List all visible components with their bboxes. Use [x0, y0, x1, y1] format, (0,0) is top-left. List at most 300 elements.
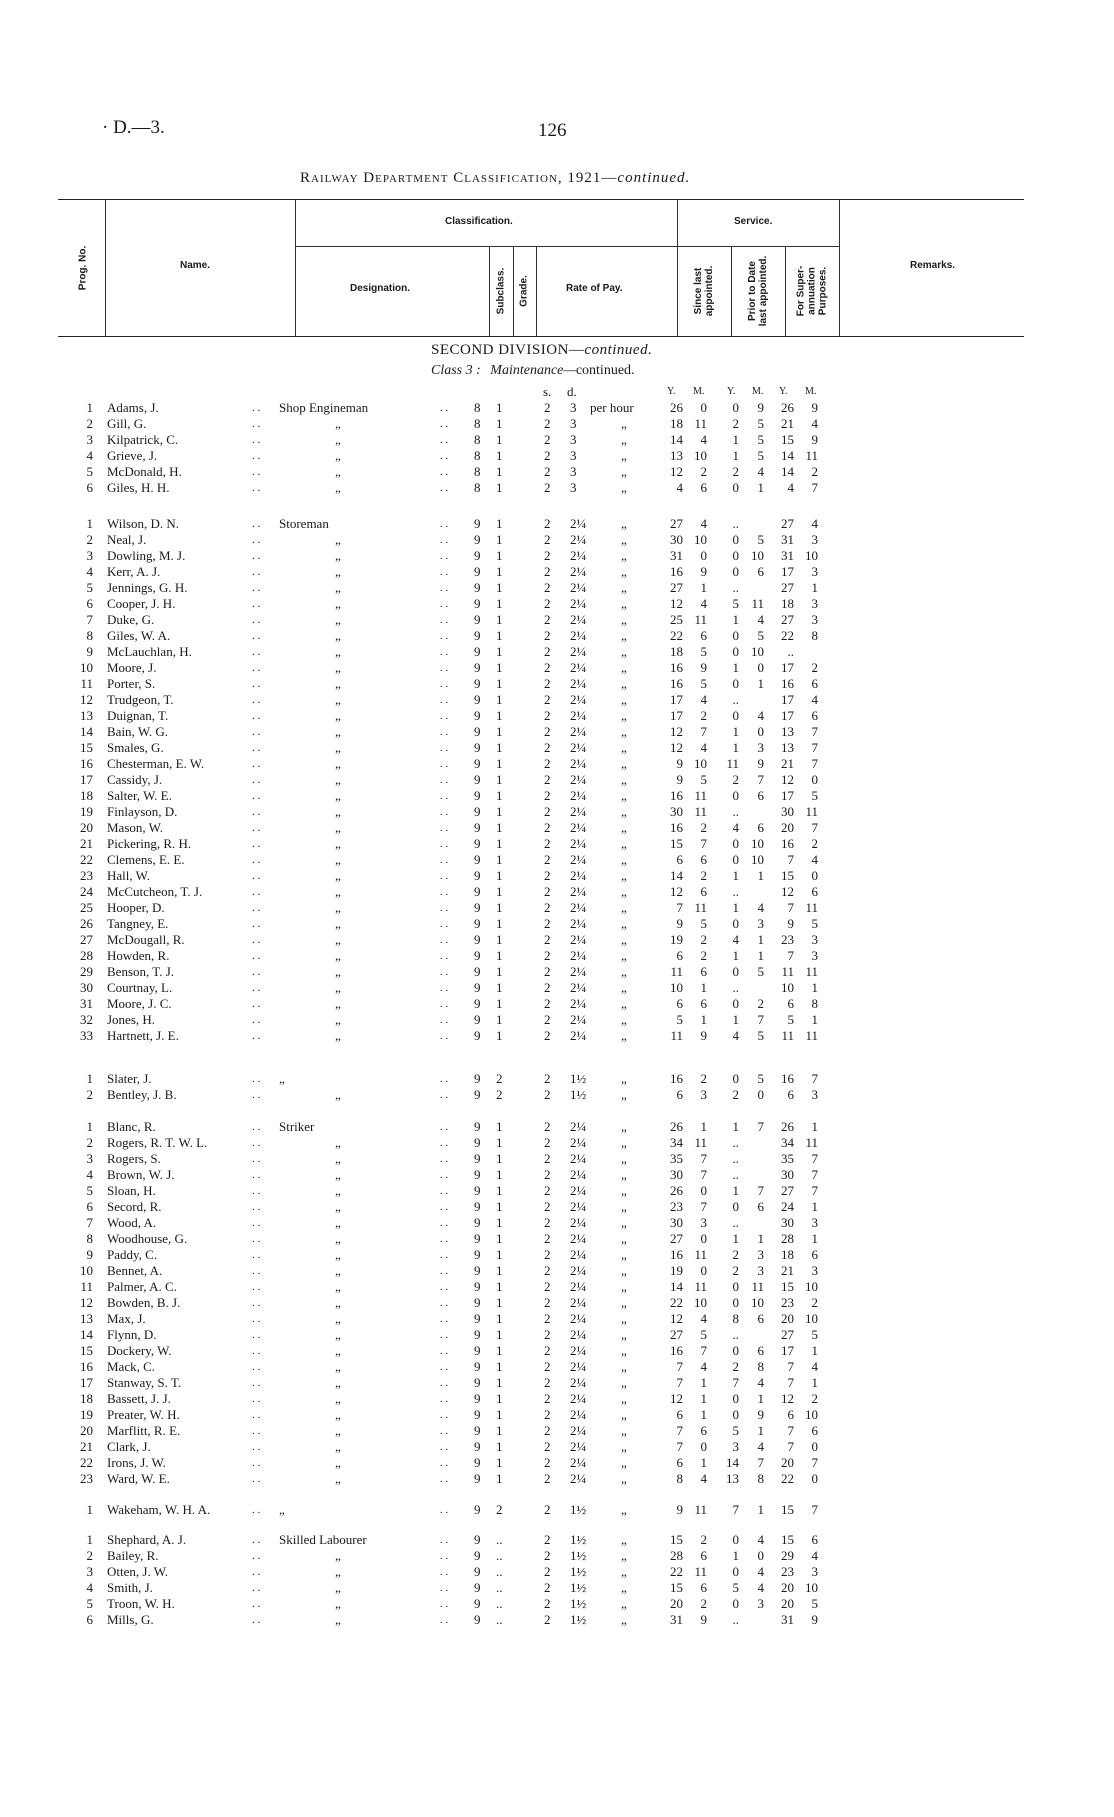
since-months: 2 [700, 820, 707, 835]
leader-dots: . . [252, 1345, 261, 1357]
leader-dots: . . [252, 1297, 261, 1309]
since-months: 4 [700, 1471, 707, 1486]
super-years: 7 [787, 1375, 794, 1390]
designation-ditto: „ [335, 1596, 341, 1611]
leader-dots: . . [252, 758, 261, 770]
since-years: 9 [676, 1502, 683, 1517]
super-months: 2 [811, 836, 818, 851]
subclass: 9 [474, 1471, 481, 1486]
prog-no: 6 [86, 596, 93, 611]
unit-y2: Y. [727, 386, 736, 397]
prog-no: 19 [80, 804, 93, 819]
super-months: 3 [811, 948, 818, 963]
pay-pence: 2¼ [570, 708, 587, 723]
prior-months: 9 [757, 400, 764, 415]
designation-ditto: „ [335, 580, 341, 595]
designation-ditto: „ [335, 996, 341, 1011]
prog-no: 5 [86, 580, 93, 595]
prior-years: 5 [732, 1580, 739, 1595]
prior-years: 0 [732, 1343, 739, 1358]
since-months: 9 [700, 660, 707, 675]
designation-ditto: „ [335, 1580, 341, 1595]
pay-unit-ditto: „ [621, 464, 627, 479]
prior-years: 0 [732, 788, 739, 803]
leader-dots: . . [252, 1582, 261, 1594]
leader-dots: . . [440, 1137, 449, 1149]
leader-dots: . . [252, 1393, 261, 1405]
staff-name: Bentley, J. B. [107, 1087, 177, 1102]
super-months: 6 [811, 1423, 818, 1438]
pay-shillings: 2 [544, 1359, 551, 1374]
prior-months: 1 [757, 1423, 764, 1438]
pay-shillings: 2 [544, 804, 551, 819]
since-years: 30 [670, 1215, 683, 1230]
leader-dots: . . [252, 1185, 261, 1197]
table-row [0, 692, 1114, 708]
grade: 1 [496, 692, 503, 707]
grade: 1 [496, 756, 503, 771]
pay-shillings: 2 [544, 1119, 551, 1134]
staff-name: Porter, S. [107, 676, 156, 691]
since-years: 7 [676, 900, 683, 915]
pay-pence: 1½ [570, 1564, 587, 1579]
leader-dots: . . [440, 1457, 449, 1469]
since-years: 12 [670, 464, 683, 479]
leader-dots: . . [440, 1233, 449, 1245]
grade: 1 [496, 836, 503, 851]
grade: 1 [496, 900, 503, 915]
table-row [0, 416, 1114, 432]
pay-pence: 3 [570, 416, 577, 431]
staff-name: Marflitt, R. E. [107, 1423, 181, 1438]
super-years: 21 [781, 756, 794, 771]
since-months: 5 [700, 772, 707, 787]
since-months: 2 [700, 708, 707, 723]
pay-pence: 2¼ [570, 1199, 587, 1214]
pay-shillings: 2 [544, 548, 551, 563]
pay-pence: 2¼ [570, 1151, 587, 1166]
designation-ditto: „ [335, 1231, 341, 1246]
leader-dots: . . [252, 418, 261, 430]
prog-no: 20 [80, 1423, 93, 1438]
subclass: 9 [474, 884, 481, 899]
super-months: 1 [811, 1199, 818, 1214]
leader-dots: . . [252, 774, 261, 786]
table-row [0, 740, 1114, 756]
super-years: 16 [781, 1071, 794, 1086]
leader-dots: . . [440, 1345, 449, 1357]
prior-years: .. [732, 516, 739, 531]
pay-pence: 2¼ [570, 1012, 587, 1027]
since-years: 17 [670, 692, 683, 707]
since-years: 23 [670, 1199, 683, 1214]
staff-name: Bowden, B. J. [107, 1295, 181, 1310]
leader-dots: . . [252, 1030, 261, 1042]
subclass: 9 [474, 1343, 481, 1358]
since-years: 6 [676, 1455, 683, 1470]
leader-dots: . . [440, 1201, 449, 1213]
super-months: 0 [811, 1439, 818, 1454]
staff-name: Mason, W. [107, 820, 163, 835]
pay-shillings: 2 [544, 532, 551, 547]
grade: 1 [496, 1471, 503, 1486]
super-years: 12 [781, 884, 794, 899]
leader-dots: . . [252, 466, 261, 478]
prior-months: 10 [751, 1295, 764, 1310]
since-years: 12 [670, 596, 683, 611]
header-classification: Classification. [445, 216, 513, 227]
pay-pence: 2¼ [570, 1215, 587, 1230]
super-years: 16 [781, 836, 794, 851]
super-years: 23 [781, 1564, 794, 1579]
super-months: 3 [811, 532, 818, 547]
pay-pence: 2¼ [570, 1471, 587, 1486]
prog-no: 11 [80, 1279, 93, 1294]
pay-shillings: 2 [544, 1532, 551, 1547]
super-months: 1 [811, 1231, 818, 1246]
since-months: 11 [694, 1247, 707, 1262]
pay-unit-ditto: „ [621, 884, 627, 899]
pay-unit-ditto: „ [621, 1407, 627, 1422]
leader-dots: . . [440, 870, 449, 882]
subclass: 9 [474, 564, 481, 579]
grade: 1 [496, 532, 503, 547]
pay-shillings: 2 [544, 480, 551, 495]
pay-pence: 2¼ [570, 564, 587, 579]
prior-years: 0 [732, 1071, 739, 1086]
designation-ditto: „ [335, 1295, 341, 1310]
pay-unit-ditto: „ [621, 996, 627, 1011]
prog-no: 23 [80, 1471, 93, 1486]
prior-months: 6 [757, 564, 764, 579]
leader-dots: . . [252, 534, 261, 546]
super-years: 7 [787, 948, 794, 963]
super-years: 26 [781, 1119, 794, 1134]
leader-dots: . . [440, 1329, 449, 1341]
grade: 1 [496, 1375, 503, 1390]
pay-shillings: 2 [544, 1199, 551, 1214]
super-months: 1 [811, 1343, 818, 1358]
super-years: 10 [781, 980, 794, 995]
leader-dots: . . [440, 518, 449, 530]
designation-ditto: „ [335, 708, 341, 723]
prior-years: 0 [732, 1295, 739, 1310]
designation-ditto: „ [335, 480, 341, 495]
pay-shillings: 2 [544, 996, 551, 1011]
designation: „ [279, 1071, 285, 1086]
leader-dots: . . [252, 870, 261, 882]
staff-name: Howden, R. [107, 948, 170, 963]
pay-shillings: 2 [544, 1612, 551, 1627]
pay-pence: 3 [570, 400, 577, 415]
prior-months: 7 [757, 772, 764, 787]
prior-years: 0 [732, 628, 739, 643]
pay-unit-ditto: „ [621, 724, 627, 739]
pay-unit-ditto: „ [621, 964, 627, 979]
table-row [0, 1028, 1114, 1044]
prog-no: 4 [86, 1580, 93, 1595]
leader-dots: . . [252, 1504, 261, 1516]
designation-ditto: „ [335, 464, 341, 479]
staff-name: Gill, G. [107, 416, 147, 431]
table-row [0, 756, 1114, 772]
super-months: 3 [811, 596, 818, 611]
grade: 1 [496, 884, 503, 899]
prog-no: 3 [86, 1151, 93, 1166]
leader-dots: . . [252, 1614, 261, 1626]
since-years: 27 [670, 1327, 683, 1342]
super-months: 1 [811, 1375, 818, 1390]
designation-ditto: „ [335, 1311, 341, 1326]
grade: 1 [496, 580, 503, 595]
since-months: 2 [700, 1532, 707, 1547]
since-years: 7 [676, 1423, 683, 1438]
prog-no: 4 [86, 1167, 93, 1182]
prior-months: 4 [757, 612, 764, 627]
pay-unit-ditto: „ [621, 740, 627, 755]
super-years: 12 [781, 772, 794, 787]
super-months: 10 [805, 548, 818, 563]
designation-ditto: „ [335, 660, 341, 675]
prior-years: 2 [732, 1247, 739, 1262]
super-months: 5 [811, 788, 818, 803]
leader-dots: . . [440, 998, 449, 1010]
leader-dots: . . [440, 742, 449, 754]
prior-months: 1 [757, 1391, 764, 1406]
table-row [0, 932, 1114, 948]
since-years: 35 [670, 1151, 683, 1166]
since-months: 10 [694, 448, 707, 463]
subclass: 9 [474, 692, 481, 707]
pay-shillings: 2 [544, 1183, 551, 1198]
table-row [0, 1151, 1114, 1167]
staff-name: Benson, T. J. [107, 964, 175, 979]
designation-ditto: „ [335, 1612, 341, 1627]
prog-no: 7 [86, 1215, 93, 1230]
pay-unit-ditto: „ [621, 1596, 627, 1611]
table-row [0, 400, 1114, 416]
designation-ditto: „ [335, 788, 341, 803]
leader-dots: . . [440, 1297, 449, 1309]
pay-shillings: 2 [544, 884, 551, 899]
subclass: 9 [474, 1087, 481, 1102]
pay-unit-ditto: „ [621, 1423, 627, 1438]
since-months: 2 [700, 1071, 707, 1086]
grade: 1 [496, 1151, 503, 1166]
grade: 1 [496, 1359, 503, 1374]
designation-ditto: „ [335, 1279, 341, 1294]
subclass: 9 [474, 1612, 481, 1627]
leader-dots: . . [252, 434, 261, 446]
subclass: 8 [474, 448, 481, 463]
prior-years: .. [732, 1327, 739, 1342]
pay-shillings: 2 [544, 756, 551, 771]
pay-pence: 2¼ [570, 964, 587, 979]
prior-years: .. [732, 1612, 739, 1627]
designation-ditto: „ [335, 564, 341, 579]
prior-years: 0 [732, 1391, 739, 1406]
grade: .. [496, 1548, 503, 1563]
designation-ditto: „ [335, 836, 341, 851]
unit-m2: M. [752, 386, 764, 397]
table-row [0, 724, 1114, 740]
prog-no: 33 [80, 1028, 93, 1043]
since-months: 0 [700, 1439, 707, 1454]
super-months: 1 [811, 1012, 818, 1027]
table-row [0, 868, 1114, 884]
prior-months: 5 [757, 628, 764, 643]
pay-shillings: 2 [544, 1028, 551, 1043]
leader-dots: . . [440, 630, 449, 642]
pay-unit-ditto: „ [621, 1311, 627, 1326]
super-months: 11 [805, 964, 818, 979]
leader-dots: . . [440, 1582, 449, 1594]
super-years: 23 [781, 932, 794, 947]
pay-pence: 1½ [570, 1612, 587, 1627]
prior-months: 6 [757, 820, 764, 835]
super-years: 17 [781, 660, 794, 675]
leader-dots: . . [252, 450, 261, 462]
grade: 1 [496, 788, 503, 803]
subclass: 9 [474, 1564, 481, 1579]
leader-dots: . . [440, 1217, 449, 1229]
since-months: 11 [694, 1502, 707, 1517]
prog-no: 9 [86, 644, 93, 659]
pay-unit-ditto: „ [621, 1028, 627, 1043]
grade: 1 [496, 1311, 503, 1326]
pay-shillings: 2 [544, 660, 551, 675]
since-years: 16 [670, 676, 683, 691]
pay-shillings: 2 [544, 1135, 551, 1150]
super-years: 22 [781, 1471, 794, 1486]
super-months: 11 [805, 900, 818, 915]
staff-name: Kilpatrick, C. [107, 432, 179, 447]
since-months: 1 [700, 580, 707, 595]
since-years: 8 [676, 1471, 683, 1486]
subclass: 9 [474, 820, 481, 835]
leader-dots: . . [440, 982, 449, 994]
leader-dots: . . [440, 550, 449, 562]
staff-name: Brown, W. J. [107, 1167, 175, 1182]
pay-pence: 2¼ [570, 916, 587, 931]
pay-unit-ditto: „ [621, 1231, 627, 1246]
since-months: 4 [700, 516, 707, 531]
super-years: 15 [781, 1532, 794, 1547]
designation-ditto: „ [335, 628, 341, 643]
staff-name: Duignan, T. [107, 708, 169, 723]
staff-name: Kerr, A. J. [107, 564, 161, 579]
leader-dots: . . [252, 1281, 261, 1293]
since-months: 9 [700, 564, 707, 579]
prior-years: 2 [732, 772, 739, 787]
table-row [0, 1359, 1114, 1375]
super-years: 6 [787, 1407, 794, 1422]
since-years: 6 [676, 1087, 683, 1102]
header-grade: Grade. [518, 275, 530, 307]
prog-no: 1 [86, 400, 93, 415]
pay-shillings: 2 [544, 1564, 551, 1579]
leader-dots: . . [440, 662, 449, 674]
since-months: 1 [700, 1455, 707, 1470]
table-row [0, 1439, 1114, 1455]
designation-ditto: „ [335, 804, 341, 819]
grade: 1 [496, 1199, 503, 1214]
pay-shillings: 2 [544, 564, 551, 579]
pay-shillings: 2 [544, 788, 551, 803]
prior-months: 1 [757, 1231, 764, 1246]
designation-ditto: „ [335, 1151, 341, 1166]
prog-no: 10 [80, 660, 93, 675]
prior-months: 4 [757, 1564, 764, 1579]
unit-y1: Y. [667, 386, 676, 397]
designation-ditto: „ [335, 820, 341, 835]
pay-unit-ditto: „ [621, 836, 627, 851]
grade: 1 [496, 964, 503, 979]
pay-pence: 2¼ [570, 1231, 587, 1246]
leader-dots: . . [252, 1089, 261, 1101]
header-rate-of-pay: Rate of Pay. [566, 283, 623, 294]
prior-years: 0 [732, 564, 739, 579]
pay-shillings: 2 [544, 516, 551, 531]
table-row [0, 548, 1114, 564]
prior-years: 7 [732, 1502, 739, 1517]
super-years: 7 [787, 1359, 794, 1374]
staff-name: McDougall, R. [107, 932, 185, 947]
pay-unit-ditto: „ [621, 1612, 627, 1627]
designation-ditto: „ [335, 724, 341, 739]
prog-no: 6 [86, 1199, 93, 1214]
super-months: 1 [811, 1119, 818, 1134]
super-months: 11 [805, 804, 818, 819]
staff-name: Wilson, D. N. [107, 516, 180, 531]
prior-years: .. [732, 804, 739, 819]
since-months: 6 [700, 884, 707, 899]
prog-no: 22 [80, 1455, 93, 1470]
leader-dots: . . [252, 630, 261, 642]
leader-dots: . . [252, 742, 261, 754]
leader-dots: . . [440, 1073, 449, 1085]
since-years: 9 [676, 916, 683, 931]
designation-ditto: „ [335, 772, 341, 787]
pay-unit-ditto: „ [621, 532, 627, 547]
grade: 1 [496, 416, 503, 431]
table-row [0, 448, 1114, 464]
staff-name: Rogers, S. [107, 1151, 161, 1166]
super-years: 7 [787, 1439, 794, 1454]
pay-shillings: 2 [544, 1215, 551, 1230]
designation-ditto: „ [335, 1327, 341, 1342]
pay-pence: 2¼ [570, 596, 587, 611]
pay-unit-ditto: „ [621, 416, 627, 431]
header-subclass: Subclass. [495, 267, 507, 315]
since-years: 30 [670, 1167, 683, 1182]
leader-dots: . . [252, 582, 261, 594]
table-row [0, 1119, 1114, 1135]
super-months: 10 [805, 1279, 818, 1294]
prog-no: 1 [86, 1532, 93, 1547]
super-months: 6 [811, 1532, 818, 1547]
pay-pence: 2¼ [570, 612, 587, 627]
pay-pence: 1½ [570, 1087, 587, 1102]
unit-s: s. [543, 384, 552, 399]
since-years: 6 [676, 996, 683, 1011]
prog-no: 7 [86, 612, 93, 627]
super-months: 11 [805, 448, 818, 463]
prior-years: 0 [732, 1407, 739, 1422]
staff-name: Trudgeon, T. [107, 692, 174, 707]
prior-months: 3 [757, 1596, 764, 1611]
since-years: 22 [670, 1295, 683, 1310]
